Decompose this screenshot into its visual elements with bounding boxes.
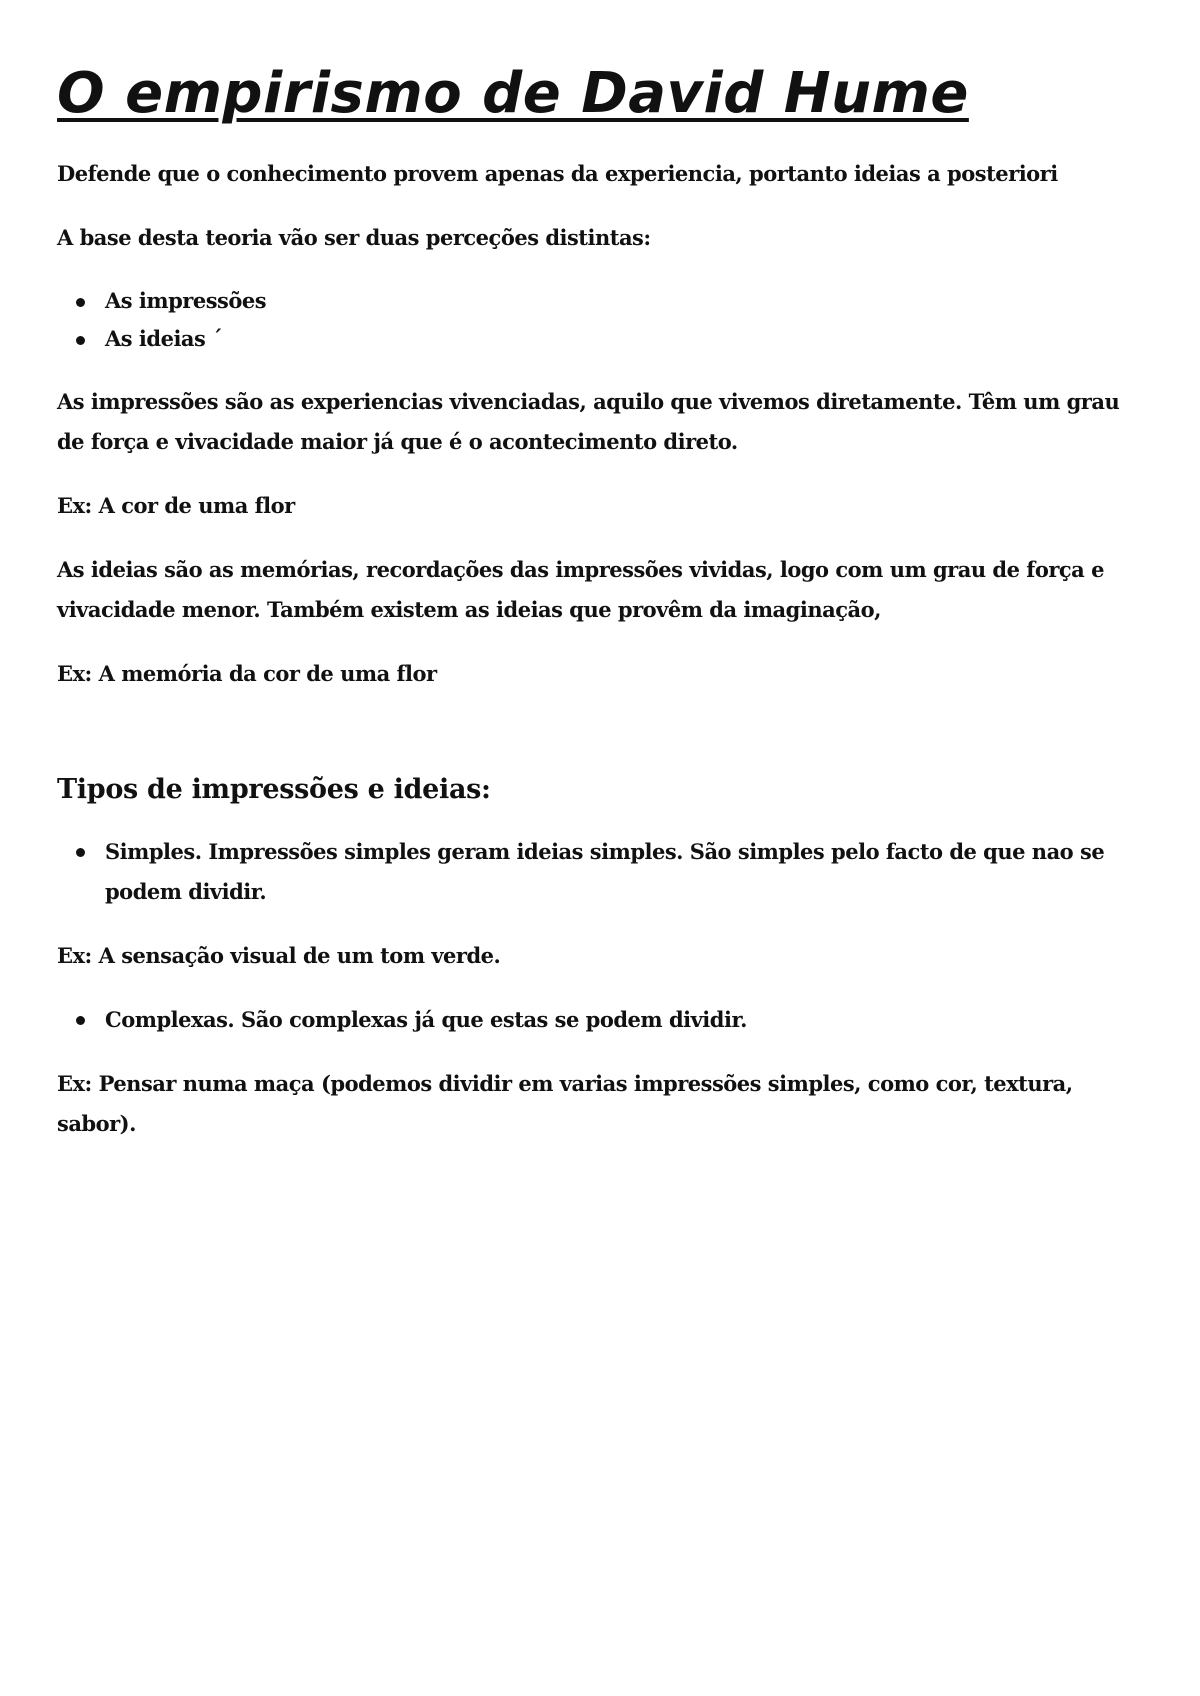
complex-example: Ex: Pensar numa maça (podemos dividir em varias impressões simples, como cor, textura, sabor). [57, 1071, 1073, 1137]
section-heading: Tipos de impressões e ideias: [57, 774, 491, 806]
ideas-paragraph: As ideias são as memórias, recordações das impressões vividas, logo com um grau de força e vivacidade menor. Também existem as ideias que provêm da imaginação, [57, 557, 1104, 623]
ideas-example: Ex: A memória da cor de uma flor [57, 661, 437, 687]
bullet-icon [76, 298, 85, 307]
blank-space [57, 718, 1147, 770]
base-statement: A base desta teoria vão ser duas perceções distintas: [57, 225, 651, 251]
perceptions-list [57, 282, 1147, 358]
list-item [105, 832, 1147, 912]
simple-list [57, 832, 1147, 912]
complex-list [57, 1000, 1147, 1040]
document-page [57, 62, 1147, 1168]
list-item-text: Complexas. São complexas já que estas se podem dividir. [105, 1007, 747, 1033]
bullet-icon [76, 336, 85, 345]
impressions-paragraph: As impressões são as experiencias vivenciadas, aquilo que vivemos diretamente. Têm um grau de força e vivacidade maior já que é o acontecimento direto. [57, 389, 1120, 455]
bullet-icon [76, 848, 85, 857]
list-item-text: As impressões [105, 288, 267, 314]
list-item [105, 320, 1147, 358]
intro-paragraph: Defende que o conhecimento provem apenas da experiencia, portanto ideias a posteriori [57, 161, 1058, 187]
list-item-text: Simples. Impressões simples geram ideias simples. São simples pelo facto de que nao se podem dividir. [105, 839, 1105, 905]
impressions-example: Ex: A cor de uma flor [57, 493, 295, 519]
bullet-icon [76, 1016, 85, 1025]
document-title: O empirismo de David Hume [57, 61, 969, 126]
list-item [105, 1000, 1147, 1040]
simple-example: Ex: A sensação visual de um tom verde. [57, 943, 501, 969]
list-item-text: As ideias ´ [105, 326, 223, 352]
list-item [105, 282, 1147, 320]
